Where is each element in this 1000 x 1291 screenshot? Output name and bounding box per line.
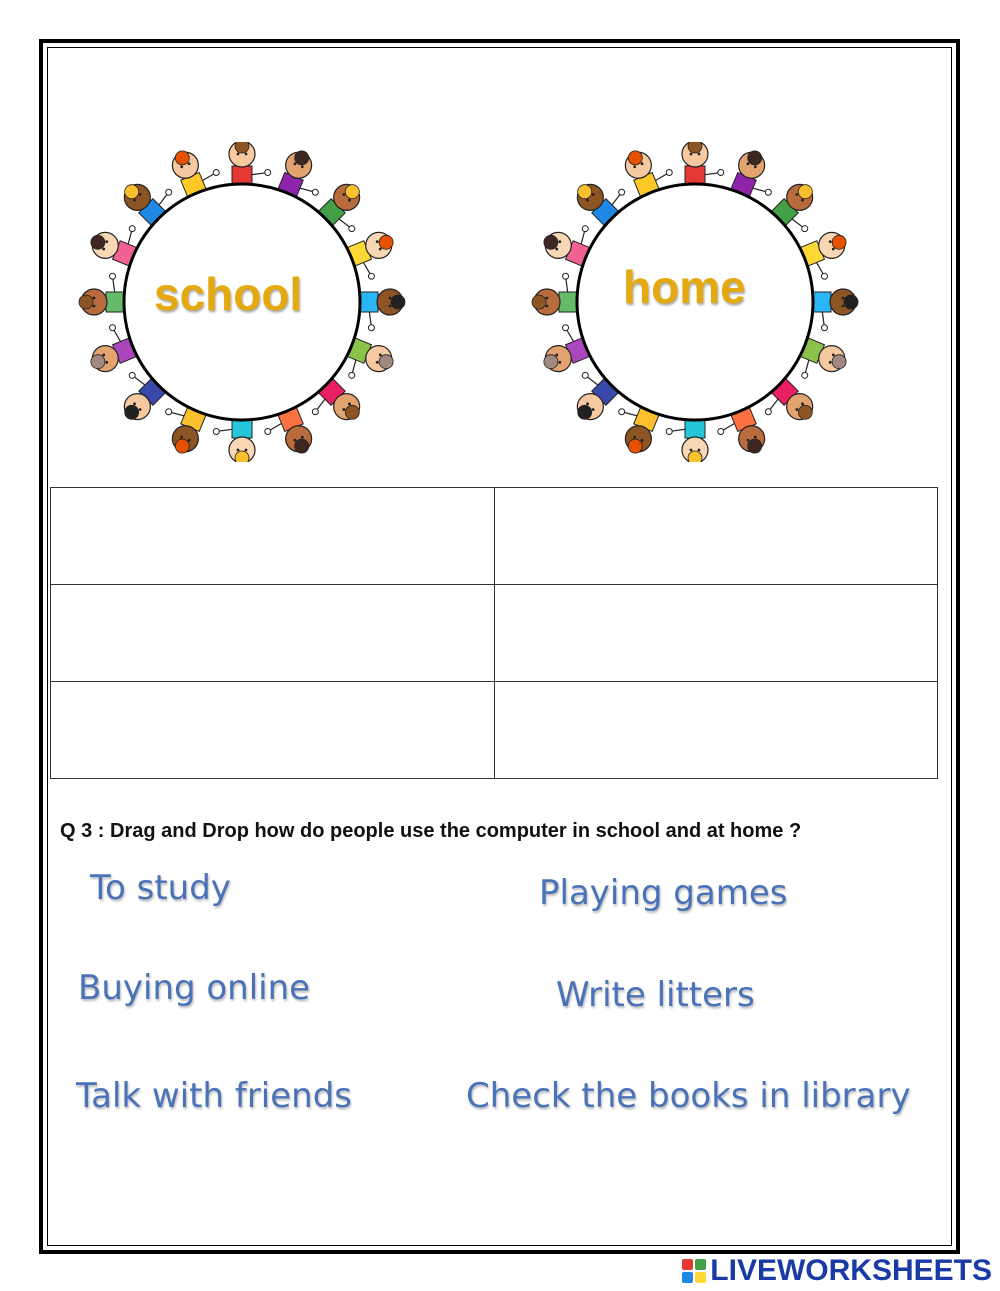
drag-choice-buying-online[interactable]: Buying online [78, 968, 311, 1008]
question-text: Q 3 : Drag and Drop how do people use the computer in school and at home ? [60, 820, 802, 842]
table-row [51, 682, 938, 779]
table-row [51, 585, 938, 682]
table-row [51, 488, 938, 585]
logo-text: LIVEWORKSHEETS [710, 1254, 992, 1287]
drag-choice-write-litters[interactable]: Write litters [556, 975, 755, 1015]
logo-icon [682, 1259, 706, 1283]
drop-zone-school-3[interactable] [51, 682, 495, 779]
drag-choice-to-study[interactable]: To study [90, 868, 231, 908]
drop-zone-home-3[interactable] [494, 682, 938, 779]
liveworksheets-logo [682, 1255, 992, 1287]
drag-choice-check-books[interactable]: Check the books in library [466, 1076, 911, 1116]
drag-choice-talk-with-friends[interactable]: Talk with friends [76, 1076, 353, 1116]
drop-zone-home-2[interactable] [494, 585, 938, 682]
school-label: school [154, 268, 303, 320]
home-label: home [623, 261, 746, 313]
drop-zone-school-1[interactable] [51, 488, 495, 585]
drop-zone-school-2[interactable] [51, 585, 495, 682]
answer-drop-table [50, 487, 938, 779]
drop-zone-home-1[interactable] [494, 488, 938, 585]
home-ring [525, 142, 865, 462]
drag-choice-playing-games[interactable]: Playing games [539, 873, 788, 913]
school-ring [72, 142, 412, 462]
